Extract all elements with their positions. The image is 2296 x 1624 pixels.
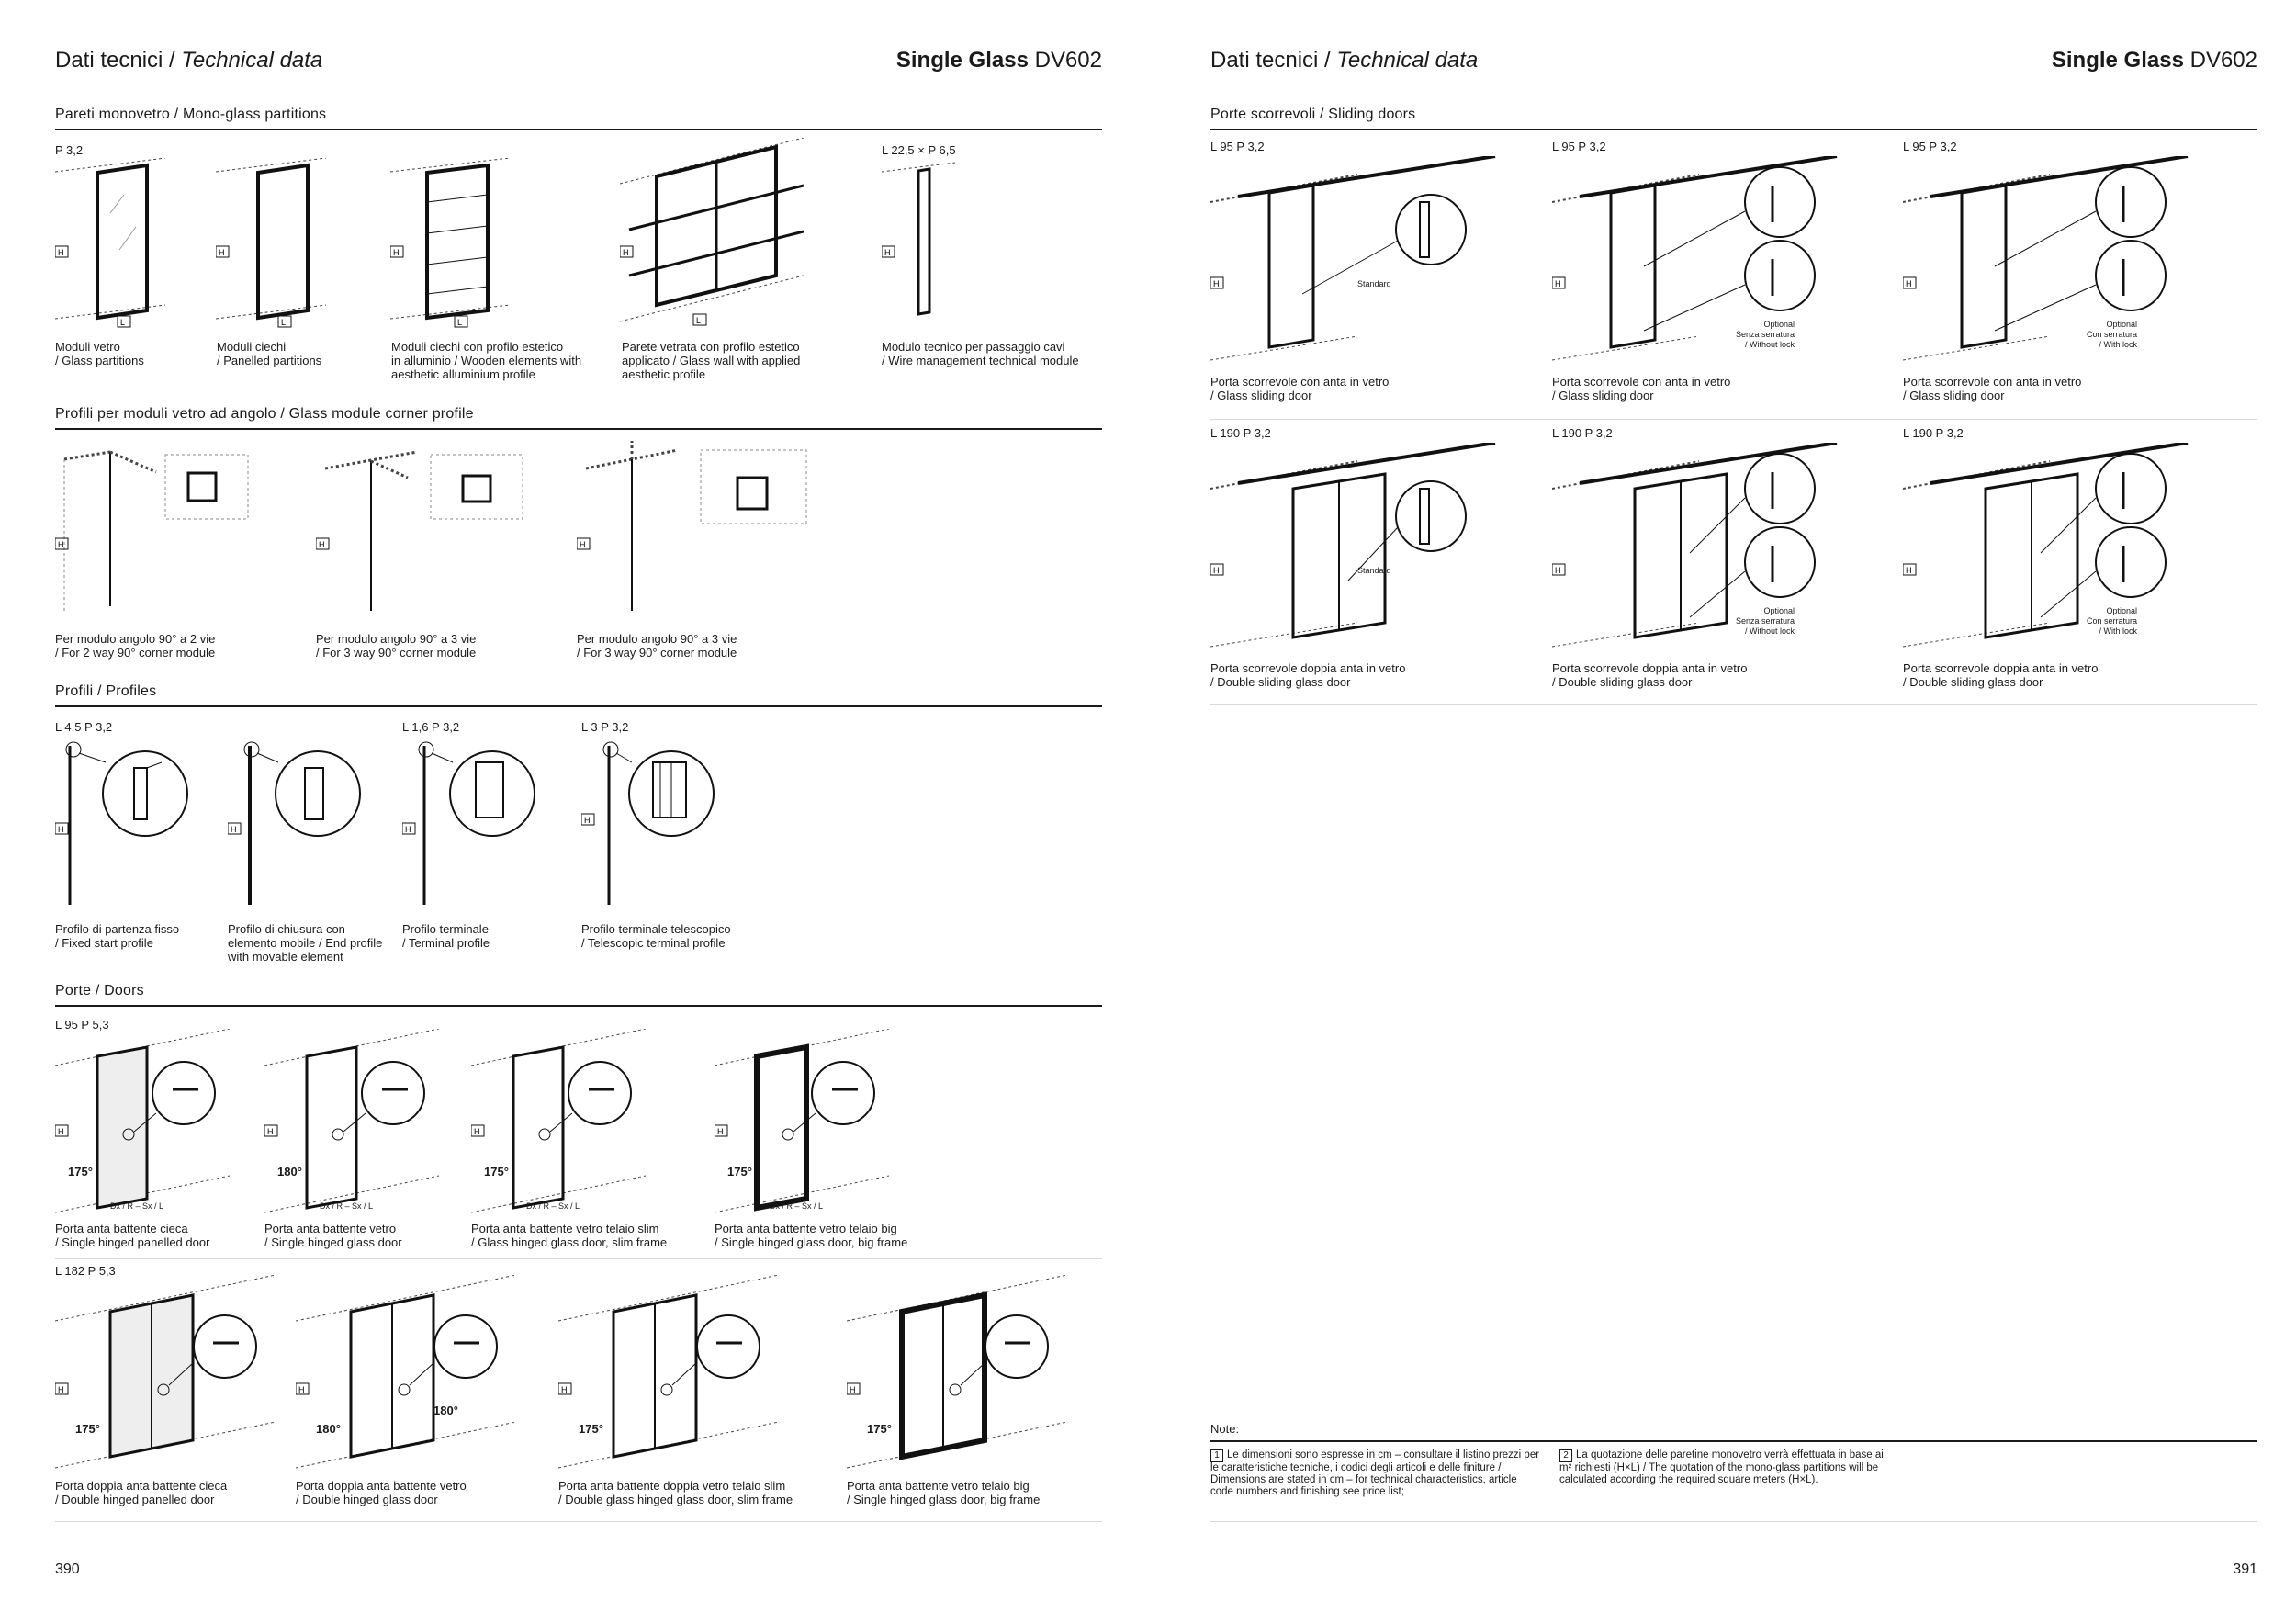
double-door-drawing xyxy=(558,1275,788,1477)
caption-sliding-door: Porta scorrevole con anta in vetro / Glass sliding door xyxy=(1552,375,1731,402)
svg-text:L: L xyxy=(120,318,126,327)
direction-label: Dx / R – Sx / L xyxy=(526,1201,580,1211)
svg-text:H: H xyxy=(580,540,586,549)
page-number: 391 xyxy=(2233,1562,2257,1577)
handle-note: Standard xyxy=(1357,566,1391,575)
svg-text:H: H xyxy=(1213,566,1220,575)
svg-text:H: H xyxy=(393,248,400,257)
handle-note: Optional Senza serratura / Without lock xyxy=(1736,606,1795,636)
section-profiles xyxy=(55,683,1102,707)
opening-angle-label: 175° xyxy=(727,1165,752,1179)
header-product: Single Glass DV602 xyxy=(2051,48,2257,73)
svg-text:H: H xyxy=(1555,279,1561,288)
page-header xyxy=(1210,48,2257,85)
svg-text:H: H xyxy=(58,248,64,257)
corner-3way-alt-drawing xyxy=(577,441,816,625)
end-profile-drawing xyxy=(228,735,375,909)
dimension-label: L 95 P 3,2 xyxy=(1552,140,1606,153)
single-door-drawing xyxy=(715,1029,917,1226)
dimension-label: L 4,5 P 3,2 xyxy=(55,720,113,734)
caption-telescopic-profile: Profilo terminale telescopico / Telescopic terminal profile xyxy=(581,922,731,950)
handle-note: Optional Con serratura / With lock xyxy=(2087,320,2138,349)
note-1: 1 Le dimensioni sono espresse in cm – consultare il listino prezzi per le caratteristiche tecniche, i codici degli articoli e delle finiture / Dimensions are stated in cm – for technical characteristics, article code numbers and finishing see price list; xyxy=(1210,1449,1540,1497)
caption-single-door: Porta anta battente vetro / Single hinged glass door xyxy=(264,1222,402,1249)
opening-angle-label: 180° xyxy=(277,1165,302,1179)
svg-text:H: H xyxy=(1555,566,1561,575)
dimension-label: L 1,6 P 3,2 xyxy=(402,720,460,734)
row-divider xyxy=(55,1521,1102,1522)
row-divider xyxy=(1210,419,2257,420)
caption-single-door: Porta anta battente cieca / Single hinged panelled door xyxy=(55,1222,210,1249)
opening-angle-label: 175° xyxy=(68,1165,93,1179)
opening-angle-label: 175° xyxy=(484,1165,509,1179)
dimension-label: L 95 P 3,2 xyxy=(1903,140,1957,153)
dimension-label: L 190 P 3,2 xyxy=(1903,426,1964,440)
svg-text:L: L xyxy=(696,316,702,325)
dimension-label: L 190 P 3,2 xyxy=(1552,426,1613,440)
caption-corner-3way-alt: Per modulo angolo 90° a 3 vie / For 3 way 90° corner module xyxy=(577,632,737,660)
section-title: Porte scorrevoli / Sliding doors xyxy=(1210,107,2257,130)
notes-divider xyxy=(1210,1440,2257,1442)
svg-text:H: H xyxy=(405,825,411,834)
svg-text:H: H xyxy=(1213,279,1220,288)
caption-single-door: Porta anta battente vetro telaio big / Single hinged glass door, big frame xyxy=(715,1222,908,1249)
svg-text:H: H xyxy=(1906,566,1912,575)
opening-angle-label: 175° xyxy=(579,1422,603,1436)
corner-2way-drawing xyxy=(55,450,276,625)
svg-text:H: H xyxy=(219,248,225,257)
caption-double-sliding-door: Porta scorrevole doppia anta in vetro / Double sliding glass door xyxy=(1552,661,1748,689)
section-mono-glass xyxy=(55,107,1102,130)
terminal-profile-drawing xyxy=(402,735,549,909)
glass-wall-profile-drawing xyxy=(620,138,804,331)
svg-text:H: H xyxy=(584,816,591,825)
caption-sliding-door: Porta scorrevole con anta in vetro / Glass sliding door xyxy=(1210,375,1390,402)
caption-fixed-start-profile: Profilo di partenza fisso / Fixed start profile xyxy=(55,922,180,950)
wooden-aluminium-partition-drawing xyxy=(390,158,510,333)
double-door-drawing xyxy=(55,1275,285,1477)
caption-double-door: Porta anta battente doppia vetro telaio slim / Double glass hinged glass door, slim frame xyxy=(558,1479,793,1506)
caption-end-profile: Profilo di chiusura con elemento mobile / End profile with movable element xyxy=(228,922,383,964)
sliding-door-drawing xyxy=(1903,156,2197,377)
svg-text:H: H xyxy=(561,1385,568,1394)
opening-angle-label: 180° xyxy=(433,1404,458,1417)
caption-glass-partitions: Moduli vetro / Glass partitions xyxy=(55,340,144,367)
caption-corner-3way: Per modulo angolo 90° a 3 vie / For 3 way 90° corner module xyxy=(316,632,477,660)
handle-note: Optional Con serratura / With lock xyxy=(2087,606,2138,636)
header-title: Dati tecnici / Technical data xyxy=(1210,48,1479,73)
caption-wire-module: Modulo tecnico per passaggio cavi / Wire management technical module xyxy=(882,340,1079,367)
dimension-label: L 182 P 5,3 xyxy=(55,1264,116,1278)
section-doors xyxy=(55,983,1102,1007)
dimension-label: L 95 P 3,2 xyxy=(1210,140,1265,153)
row-divider xyxy=(55,1258,1102,1259)
single-door-drawing xyxy=(55,1029,257,1226)
svg-text:H: H xyxy=(58,825,64,834)
svg-text:H: H xyxy=(850,1385,856,1394)
opening-angle-label: 180° xyxy=(316,1422,341,1436)
sliding-door-drawing xyxy=(1552,156,1846,377)
caption-terminal-profile: Profilo terminale / Terminal profile xyxy=(402,922,490,950)
caption-corner-2way: Per modulo angolo 90° a 2 vie / For 2 way 90° corner module xyxy=(55,632,216,660)
svg-text:H: H xyxy=(58,540,64,549)
svg-text:H: H xyxy=(58,1385,64,1394)
svg-text:H: H xyxy=(231,825,237,834)
dimension-label: L 190 P 3,2 xyxy=(1210,426,1271,440)
single-door-drawing xyxy=(264,1029,467,1226)
left-page xyxy=(55,0,1102,1624)
telescopic-profile-drawing xyxy=(581,735,728,909)
notes-title: Note: xyxy=(1210,1422,1240,1436)
dimension-label: L 95 P 5,3 xyxy=(55,1018,109,1032)
single-door-drawing xyxy=(471,1029,673,1226)
row-divider xyxy=(1210,1521,2257,1522)
caption-wooden-elements: Moduli ciechi con profilo estetico in alluminio / Wooden elements with aesthetic alluminium profile xyxy=(391,340,582,381)
caption-single-door: Porta anta battente vetro telaio slim / Glass hinged glass door, slim frame xyxy=(471,1222,668,1249)
caption-double-door: Porta doppia anta battente vetro / Double hinged glass door xyxy=(296,1479,467,1506)
svg-text:H: H xyxy=(717,1127,724,1136)
note-2: 2 La quotazione delle paretine monovetro verrà effettuata in base ai m² richiesti (H×L) / The quotation of the mono-glass partitions will be calculated according the required square meters (H×L). xyxy=(1559,1449,1884,1485)
svg-text:H: H xyxy=(623,248,629,257)
opening-angle-label: 175° xyxy=(75,1422,100,1436)
svg-text:L: L xyxy=(281,318,287,327)
dimension-label: L 3 P 3,2 xyxy=(581,720,629,734)
svg-text:H: H xyxy=(884,248,891,257)
svg-text:H: H xyxy=(298,1385,305,1394)
page-number: 390 xyxy=(55,1562,80,1577)
svg-text:H: H xyxy=(1906,279,1912,288)
svg-text:H: H xyxy=(58,1127,64,1136)
caption-double-sliding-door: Porta scorrevole doppia anta in vetro / Double sliding glass door xyxy=(1210,661,1406,689)
corner-3way-drawing xyxy=(316,450,536,625)
technical-module-drawing xyxy=(882,158,955,333)
sliding-door-drawing xyxy=(1210,156,1504,377)
caption-glass-wall: Parete vetrata con profilo estetico applicato / Glass wall with applied aesthetic profile xyxy=(622,340,801,381)
section-title: Profili per moduli vetro ad angolo / Glass module corner profile xyxy=(55,406,1102,430)
handle-note: Optional Senza serratura / Without lock xyxy=(1736,320,1795,349)
caption-panelled-partitions: Moduli ciechi / Panelled partitions xyxy=(217,340,322,367)
caption-sliding-door: Porta scorrevole con anta in vetro / Glass sliding door xyxy=(1903,375,2082,402)
dimension-label: L 22,5 × P 6,5 xyxy=(882,143,956,157)
row-divider xyxy=(1210,704,2257,705)
header-title: Dati tecnici / Technical data xyxy=(55,48,323,73)
page-header xyxy=(55,48,1102,85)
caption-double-door: Porta doppia anta battente cieca / Double hinged panelled door xyxy=(55,1479,228,1506)
section-corner-profiles xyxy=(55,406,1102,430)
section-title: Profili / Profiles xyxy=(55,683,1102,707)
direction-label: Dx / R – Sx / L xyxy=(770,1201,824,1211)
svg-text:H: H xyxy=(474,1127,480,1136)
opening-angle-label: 175° xyxy=(867,1422,892,1436)
double-door-drawing xyxy=(847,1275,1076,1477)
double-sliding-door-drawing xyxy=(1552,443,1846,663)
caption-double-door: Porta anta battente vetro telaio big / Single hinged glass door, big frame xyxy=(847,1479,1041,1506)
panelled-partition-drawing xyxy=(216,158,326,333)
double-sliding-door-drawing xyxy=(1903,443,2197,663)
direction-label: Dx / R – Sx / L xyxy=(320,1201,374,1211)
svg-text:L: L xyxy=(457,318,463,327)
section-title: Porte / Doors xyxy=(55,983,1102,1007)
double-sliding-door-drawing xyxy=(1210,443,1504,663)
handle-note: Standard xyxy=(1357,279,1391,288)
glass-partition-drawing xyxy=(55,158,165,333)
section-sliding-doors xyxy=(1210,107,2257,130)
right-page xyxy=(1210,0,2257,1624)
direction-label: Dx / R – Sx / L xyxy=(110,1201,164,1211)
dimension-label: P 3,2 xyxy=(55,143,84,157)
svg-text:H: H xyxy=(319,540,325,549)
fixed-start-profile-drawing xyxy=(55,735,202,909)
double-door-drawing xyxy=(296,1275,525,1477)
section-title: Pareti monovetro / Mono-glass partitions xyxy=(55,107,1102,130)
header-product: Single Glass DV602 xyxy=(895,48,1102,73)
svg-text:H: H xyxy=(267,1127,274,1136)
caption-double-sliding-door: Porta scorrevole doppia anta in vetro / Double sliding glass door xyxy=(1903,661,2099,689)
